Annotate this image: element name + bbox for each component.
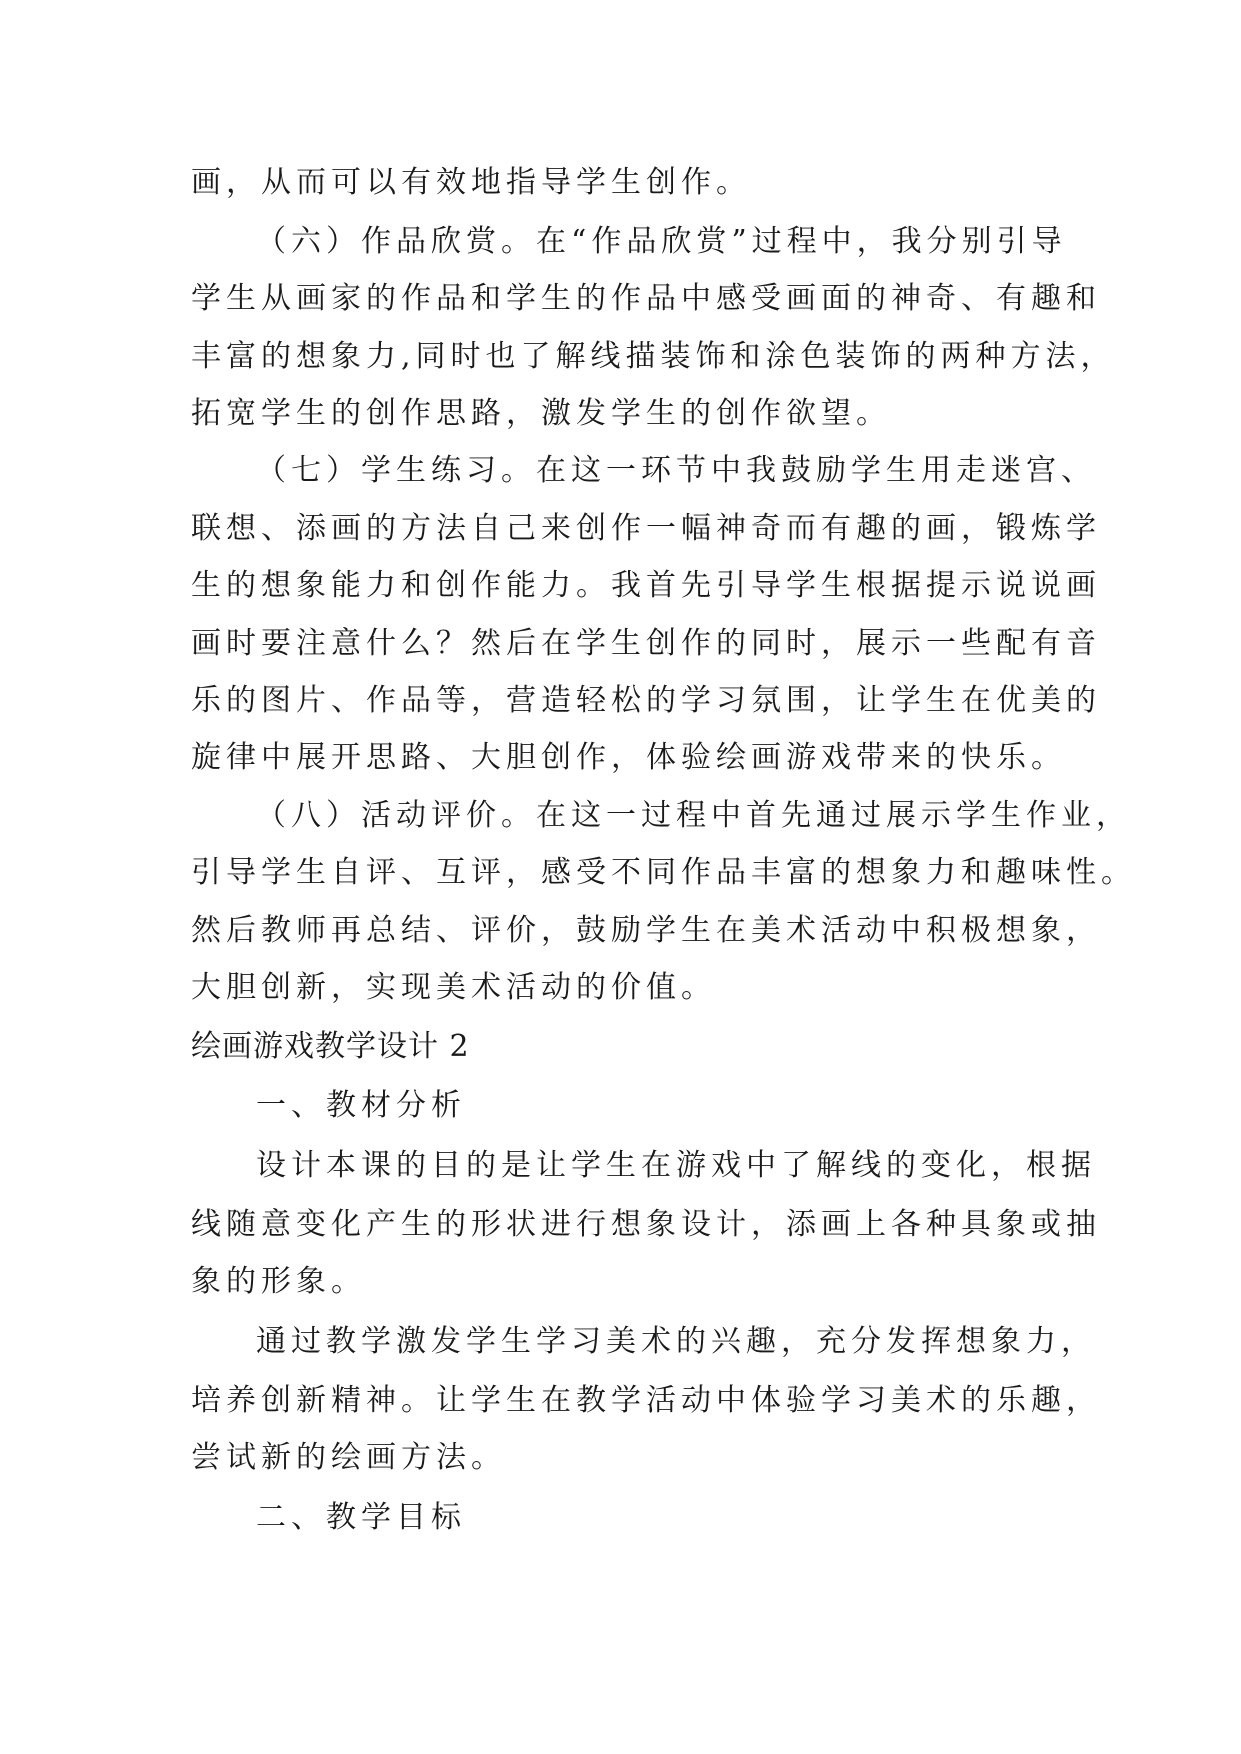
subheading-materials: 一、教材分析 — [256, 1088, 466, 1123]
text-line-13: 引导学生自评、互评，感受不同作品丰富的想象力和趣味性。 — [191, 855, 1136, 890]
text-line-4: 丰富的想象力,同时也了解线描装饰和涂色装饰的两种方法， — [191, 339, 1116, 374]
text-line-5: 拓宽学生的创作思路，激发学生的创作欲望。 — [191, 396, 891, 431]
text-line-3: 学生从画家的作品和学生的作品中感受画面的神奇、有趣和 — [191, 281, 1101, 316]
text-line-21: 通过教学激发学生学习美术的兴趣，充分发挥想象力， — [256, 1324, 1096, 1359]
section-heading: 绘画游戏教学设计 2 — [191, 1029, 470, 1064]
text-line-9: 画时要注意什么？然后在学生创作的同时，展示一些配有音 — [191, 626, 1101, 661]
subheading-objectives: 二、教学目标 — [256, 1500, 466, 1535]
text-line-12: （八）活动评价。在这一过程中首先通过展示学生作业， — [256, 798, 1131, 833]
text-line-1: 画，从而可以有效地指导学生创作。 — [191, 165, 751, 200]
text-line-23: 尝试新的绘画方法。 — [191, 1440, 506, 1475]
text-line-6: （七）学生练习。在这一环节中我鼓励学生用走迷宫、 — [256, 453, 1096, 488]
text-line-7: 联想、添画的方法自己来创作一幅神奇而有趣的画，锻炼学 — [191, 511, 1101, 546]
text-line-11: 旋律中展开思路、大胆创作，体验绘画游戏带来的快乐。 — [191, 740, 1066, 775]
text-line-15: 大胆创新，实现美术活动的价值。 — [191, 970, 716, 1005]
text-line-8: 生的想象能力和创作能力。我首先引导学生根据提示说说画 — [191, 568, 1101, 603]
text-line-18: 设计本课的目的是让学生在游戏中了解线的变化，根据 — [256, 1148, 1096, 1183]
text-line-22: 培养创新精神。让学生在教学活动中体验学习美术的乐趣， — [191, 1383, 1101, 1418]
text-line-2: （六）作品欣赏。在“作品欣赏”过程中，我分别引导 — [256, 224, 1067, 259]
text-line-10: 乐的图片、作品等，营造轻松的学习氛围，让学生在优美的 — [191, 683, 1101, 718]
text-line-19: 线随意变化产生的形状进行想象设计，添画上各种具象或抽 — [191, 1207, 1101, 1242]
text-line-20: 象的形象。 — [191, 1264, 366, 1299]
text-line-14: 然后教师再总结、评价，鼓励学生在美术活动中积极想象， — [191, 913, 1101, 948]
